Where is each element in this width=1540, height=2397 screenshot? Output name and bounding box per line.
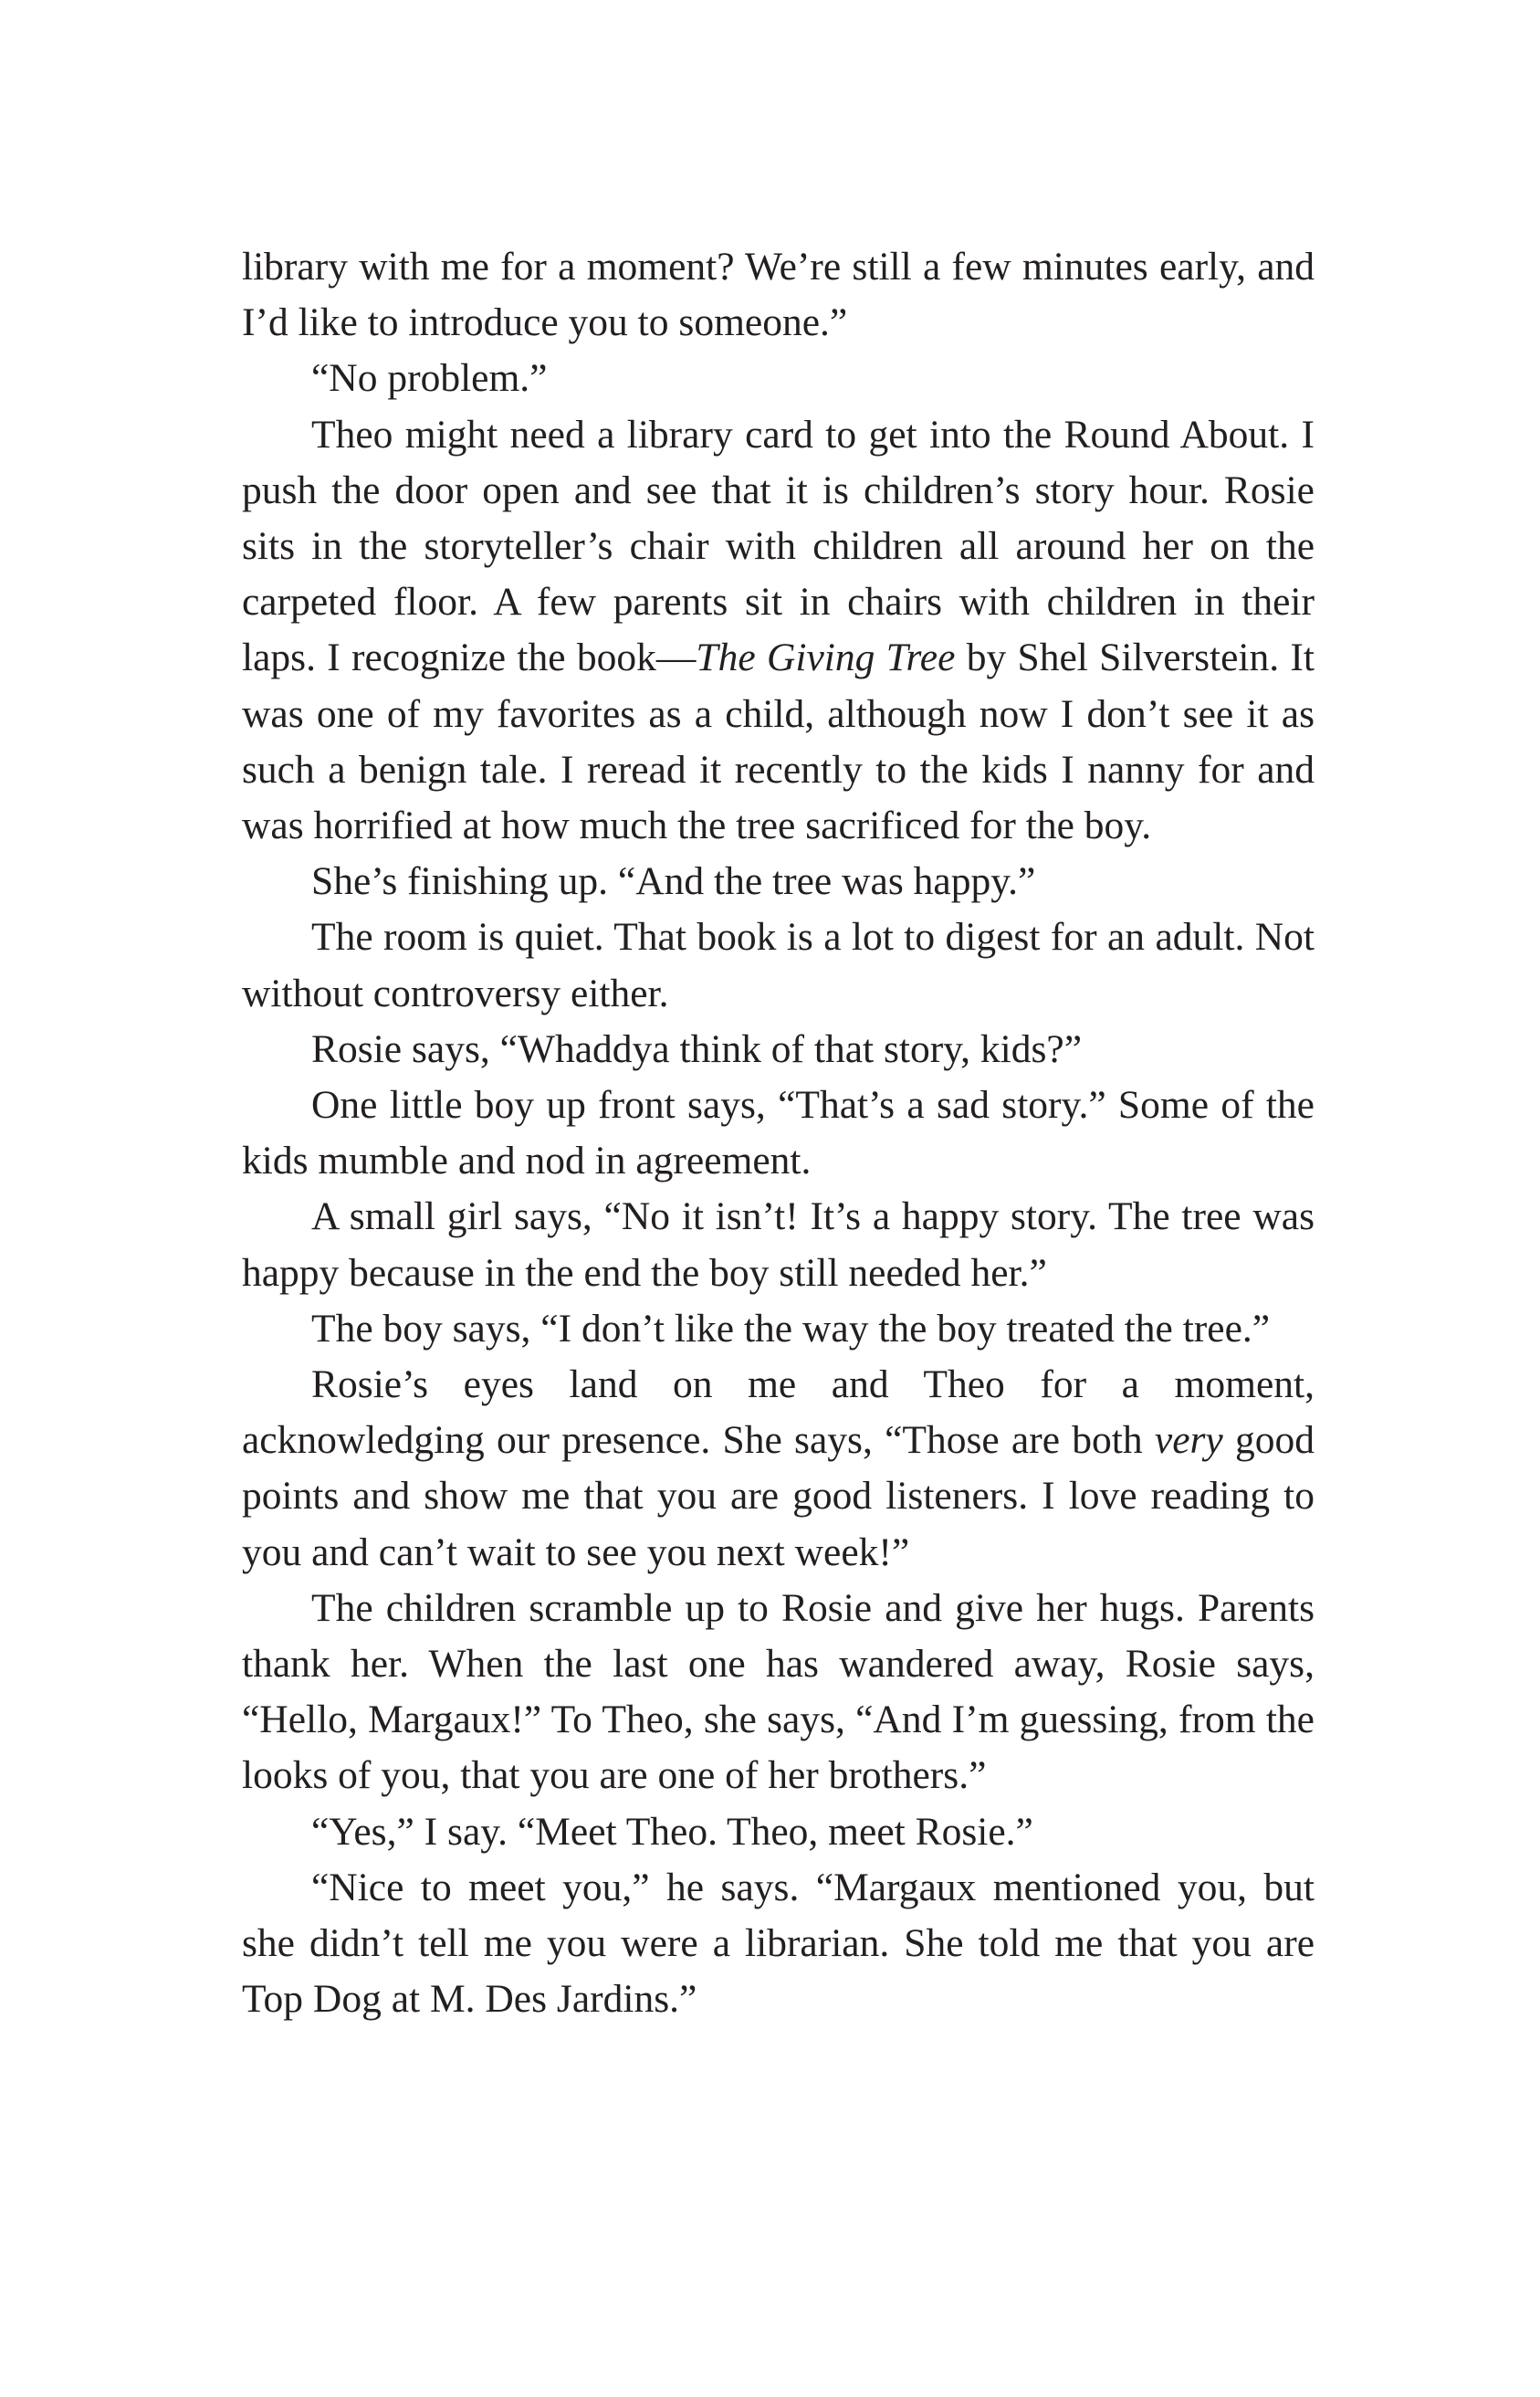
paragraph-text: by Shel Silverstein. It was one of my favorites as a child, although now I don’t see it as such a benign tale. I reread it recently to the kids I nanny for and was horrified at how much the tree sacrificed for the boy. [242, 636, 1315, 848]
paragraph-text: Theo might need a library card to get into the Round About. I push the door open and see that it is children’s story hour. Rosie sits in the storyteller’s chair with children all around her on the carpeted floor. A few parents sit in chairs with children in their laps. I recognize the book— [242, 412, 1315, 680]
paragraph [242, 909, 1315, 1021]
paragraph [242, 239, 1315, 351]
paragraph-text: good points and show me that you are good listeners. I love reading to you and can’t wait to see you next week!” [242, 1418, 1315, 1574]
paragraph [242, 854, 1315, 909]
paragraph [242, 1804, 1315, 1860]
paragraph-text: Rosie’s eyes land on me and Theo for a moment, acknowledging our presence. She says, “Those are both [242, 1362, 1315, 1463]
paragraph [242, 1301, 1315, 1357]
paragraph [242, 1581, 1315, 1804]
paragraph [242, 1189, 1315, 1300]
paragraph [242, 351, 1315, 406]
paragraph-text: library with me for a moment? We’re still a few minutes early, and I’d like to introduce you to someone.” [242, 245, 1315, 345]
paragraph [242, 1078, 1315, 1189]
paragraph-text: “No problem.” [311, 356, 548, 401]
book-page-body [242, 239, 1315, 2028]
paragraph-text: The children scramble up to Rosie and give her hugs. Parents thank her. When the last one has wandered away, Rosie says, “Hello, Margaux!” To Theo, she says, “And I’m guessing, from the looks of you, that you are one of her brothers.” [242, 1585, 1315, 1798]
paragraph-text: The boy says, “I don’t like the way the boy treated the tree.” [311, 1306, 1271, 1351]
italic-text: The Giving Tree [696, 636, 956, 680]
paragraph [242, 1357, 1315, 1581]
paragraph-text: Rosie says, “Whaddya think of that story, kids?” [311, 1026, 1083, 1071]
italic-text: very [1154, 1418, 1223, 1463]
paragraph-text: She’s finishing up. “And the tree was happy.” [311, 859, 1036, 904]
paragraph-text: The room is quiet. That book is a lot to digest for an adult. Not without controversy either. [242, 915, 1315, 1015]
paragraph-text: A small girl says, “No it isn’t! It’s a happy story. The tree was happy because in the end the boy still needed her.” [242, 1194, 1315, 1295]
paragraph [242, 1022, 1315, 1078]
paragraph [242, 1860, 1315, 2028]
paragraph-text: One little boy up front says, “That’s a sad story.” Some of the kids mumble and nod in agreement. [242, 1083, 1315, 1183]
paragraph-text: “Nice to meet you,” he says. “Margaux mentioned you, but she didn’t tell me you were a librarian. She told me that you are Top Dog at M. Des Jardins.” [242, 1865, 1315, 2022]
paragraph [242, 407, 1315, 855]
paragraph-text: “Yes,” I say. “Meet Theo. Theo, meet Rosie.” [311, 1809, 1033, 1854]
